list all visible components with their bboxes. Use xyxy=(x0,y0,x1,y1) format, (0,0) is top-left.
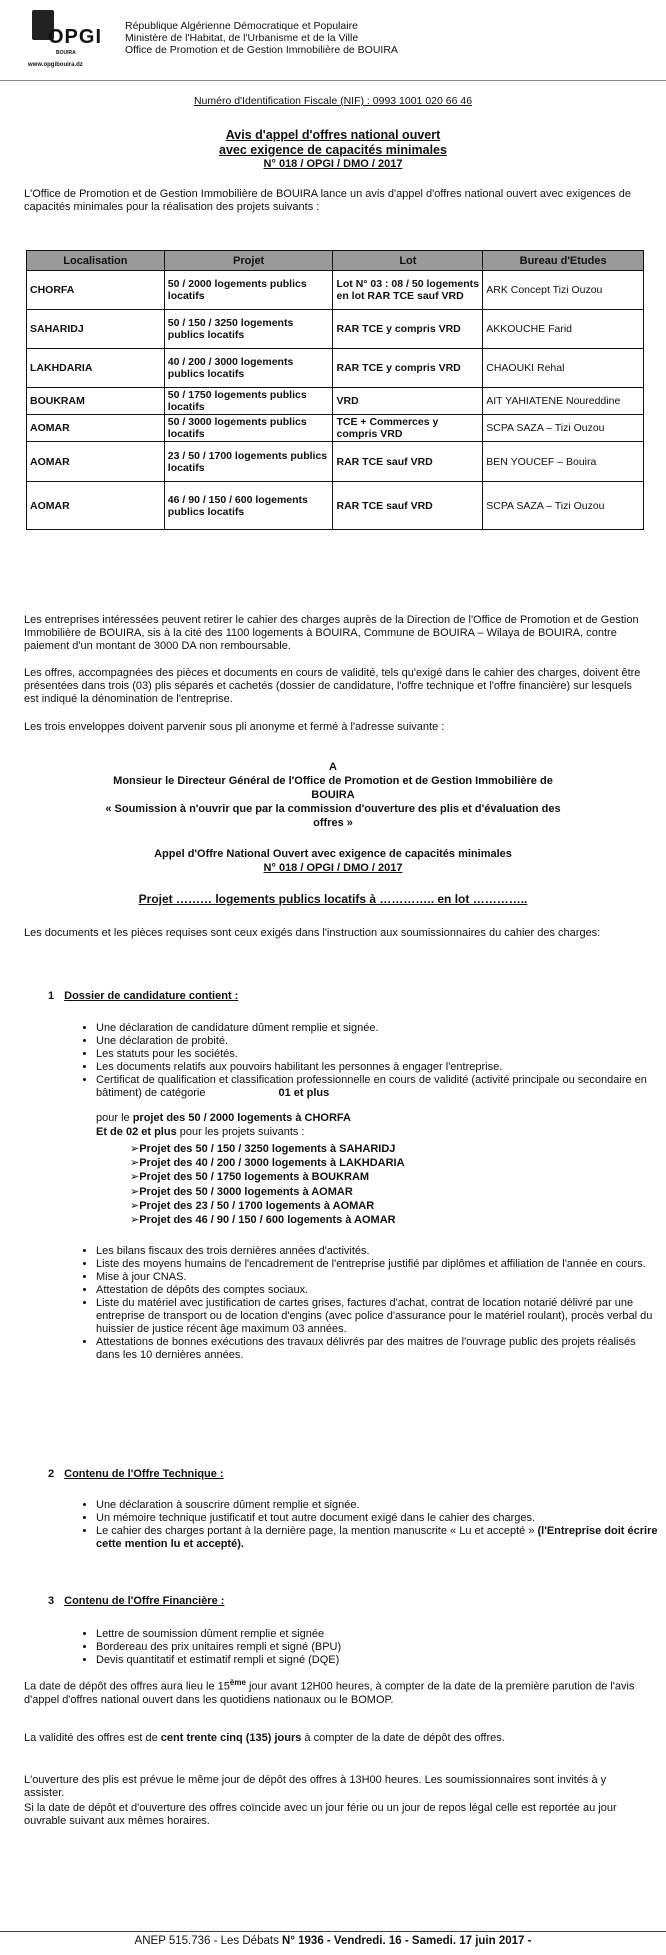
projects-arrow-list xyxy=(130,1142,405,1227)
list-item: • Liste du matériel avec justification de cartes grises, factures d'achat, contrat de location notarié délivré par une entreprise de transport ou de location d'engins (avec police d'assurance pour le matériel roulant), procès verbal du huissier de justice récent âge maximum 03 années. xyxy=(96,1297,661,1336)
section-2-label: Contenu de l'Offre Technique : xyxy=(64,1468,224,1480)
cell-lot: RAR TCE sauf VRD xyxy=(333,442,483,482)
logo-text: OPGI xyxy=(48,26,103,48)
depot-pre: La date de dépôt des offres aura lieu le 15 xyxy=(24,1680,230,1693)
et-rest: pour les projets suivants : xyxy=(176,1126,305,1138)
lu-accepte-pre: Le cahier des charges portant à la dernière page, la mention manuscrite « Lu et accepté » xyxy=(96,1525,538,1537)
appel-line-2: N° 018 / OPGI / DMO / 2017 xyxy=(263,862,403,874)
title-line-3: N° 018 / OPGI / DMO / 2017 xyxy=(263,158,403,170)
table-row xyxy=(27,349,644,388)
cell-localisation: BOUKRAM xyxy=(27,388,165,415)
cell-bureau: ARK Concept Tizi Ouzou xyxy=(483,271,644,310)
table-row xyxy=(27,271,644,310)
validite-post: à compter de la date de dépôt des offres. xyxy=(301,1732,505,1744)
section-1-label: Dossier de candidature contient : xyxy=(64,990,239,1002)
logo-url: www.opgibouira.dz xyxy=(28,62,83,68)
projects-table xyxy=(26,250,644,530)
categorie-value: 01 et plus xyxy=(278,1087,330,1099)
address-line-2: BOUIRA xyxy=(311,789,355,801)
offres-paragraph: Les offres, accompagnées des pièces et documents en cours de validité, tels qu'exigé dans le cahier des charges, doivent être présentées dans trois (03) plis séparés et cachetés (dossier de candidature, l'offre technique et l'offre financière) sur lesquels est indiqué la dénomination de l'entreprise. xyxy=(24,667,641,705)
footer-anep: ANEP 515.736 - Les Débats xyxy=(134,1935,279,1947)
cell-projet: 50 / 150 / 3250 logements publics locatifs xyxy=(164,310,333,349)
col-header-lot: Lot xyxy=(333,251,483,271)
cell-localisation: LAKHDARIA xyxy=(27,349,165,388)
section-1-heading xyxy=(48,990,238,1002)
list-item: • Un mémoire technique justificatif et tout autre document exigé dans le cahier des charges. xyxy=(96,1512,661,1525)
nif-text: Numéro d'Identification Fiscale (NIF) : 0993 1001 020 66 46 xyxy=(193,95,473,107)
et-bold: Et de 02 et plus xyxy=(96,1126,177,1138)
pour-line xyxy=(96,1112,351,1125)
list-item: • Lettre de soumission dûment remplie et signée xyxy=(96,1628,661,1641)
cell-localisation: SAHARIDJ xyxy=(27,310,165,349)
list-item: • Devis quantitatif et estimatif rempli et signé (DQE) xyxy=(96,1654,661,1667)
projet-line-wrap xyxy=(0,893,666,906)
list-item: • Attestations de bonnes exécutions des travaux délivrés par des maitres de l'ouvrage public des projets réalisés dans les 10 dernières années. xyxy=(96,1336,661,1362)
col-header-localisation: Localisation xyxy=(27,251,165,271)
section-3-label: Contenu de l'Offre Financière : xyxy=(64,1595,225,1607)
cell-lot: VRD xyxy=(333,388,483,415)
section-1-list-2 xyxy=(78,1245,661,1362)
list-item: • Mise à jour CNAS. xyxy=(96,1271,661,1284)
title-line-1: Avis d'appel d'offres national ouvert xyxy=(225,128,441,142)
docs-paragraph: Les documents et les pièces requises sont ceux exigés dans l'instruction aux soumissionnaires du cahier des charges: xyxy=(24,927,601,939)
list-item xyxy=(96,1525,661,1551)
appel-line-2-wrap xyxy=(0,862,666,875)
title-line-2: avec exigence de capacités minimales xyxy=(219,143,447,157)
list-item xyxy=(96,1074,661,1100)
table-header-row xyxy=(27,251,644,271)
pour-pre: pour le xyxy=(96,1112,133,1124)
list-item: ➢ Projet des 50 / 150 / 3250 logements à SAHARIDJ xyxy=(130,1142,405,1156)
appel-line-1: Appel d'Offre National Ouvert avec exigence de capacités minimales xyxy=(154,848,512,860)
header-lines xyxy=(125,20,398,56)
cell-lot: RAR TCE y compris VRD xyxy=(333,349,483,388)
section-1-number: 1 xyxy=(48,990,55,1002)
address-a: A xyxy=(329,761,337,773)
ferie-paragraph: Si la date de dépôt et d'ouverture des offres coïncide avec un jour férie ou un jour de repos légal celle est reportée au jour ouvrable suivant aux mêmes horaires. xyxy=(24,1802,617,1827)
footer-divider xyxy=(0,1931,666,1932)
list-item: • Les bilans fiscaux des trois dernières années d'activités. xyxy=(96,1245,661,1258)
cell-lot: TCE + Commerces y compris VRD xyxy=(333,415,483,442)
cell-localisation: CHORFA xyxy=(27,271,165,310)
cell-projet: 23 / 50 / 1700 logements publics locatifs xyxy=(164,442,333,482)
cell-projet: 40 / 200 / 3000 logements publics locatifs xyxy=(164,349,333,388)
depot-paragraph xyxy=(24,1676,648,1707)
list-item: ➢ Projet des 23 / 50 / 1700 logements à AOMAR xyxy=(130,1199,405,1213)
table-row xyxy=(27,388,644,415)
section-3-list xyxy=(78,1628,661,1667)
header-divider xyxy=(0,80,666,81)
address-line-3: « Soumission à n'ouvrir que par la commission d'ouverture des plis et d'évaluation des xyxy=(105,803,561,815)
intro-paragraph: L'Office de Promotion et de Gestion Immobilière de BOUIRA lance un avis d'appel d'offres national ouvert avec exigences de capacités minimales pour la réalisation des projets suivants : xyxy=(24,188,631,213)
lu-accepte-bold: (l'Entreprise doit écrire cette mention lu et accepté). xyxy=(96,1525,658,1550)
list-item: ➢ Projet des 50 / 3000 logements à AOMAR xyxy=(130,1185,405,1199)
projet-line: Projet ……… logements publics locatifs à ………….. en lot ………….. xyxy=(138,892,528,906)
ouverture-paragraph: L'ouverture des plis est prévue le même jour de dépôt des offres à 13H00 heures. Les soumissionnaires sont invités à y assister. xyxy=(24,1774,607,1799)
address-line-4: offres » xyxy=(313,817,353,829)
letterhead xyxy=(18,6,618,78)
notice-title xyxy=(0,128,666,171)
table-row xyxy=(27,310,644,349)
table-row xyxy=(27,442,644,482)
opgi-logo xyxy=(28,6,110,72)
address-line-1: Monsieur le Directeur Général de l'Office de Promotion et de Gestion Immobilière de xyxy=(113,775,553,787)
table-row xyxy=(27,482,644,530)
cell-projet: 50 / 3000 logements publics locatifs xyxy=(164,415,333,442)
col-header-bureau: Bureau d'Etudes xyxy=(483,251,644,271)
section-3-number: 3 xyxy=(48,1595,55,1607)
depot-post: jour avant 12H00 heures, à compter de la date de la première parution de l'avis d'appel d'offres national ouvert dans les quotidiens nationaux ou le BOMOP. xyxy=(24,1680,635,1706)
list-item: ➢ Projet des 50 / 1750 logements à BOUKRAM xyxy=(130,1170,405,1184)
cell-bureau: AIT YAHIATENE Noureddine xyxy=(483,388,644,415)
cell-localisation: AOMAR xyxy=(27,482,165,530)
et-line xyxy=(96,1126,305,1139)
validite-paragraph xyxy=(24,1732,648,1745)
list-item: • Une déclaration à souscrire dûment remplie et signée. xyxy=(96,1499,661,1512)
section-3-heading xyxy=(48,1595,224,1607)
cell-bureau: CHAOUKI Rehal xyxy=(483,349,644,388)
list-item: • Une déclaration de probité. xyxy=(96,1035,661,1048)
list-item: • Une déclaration de candidature dûment remplie et signée. xyxy=(96,1022,661,1035)
cell-lot: RAR TCE y compris VRD xyxy=(333,310,483,349)
col-header-projet: Projet xyxy=(164,251,333,271)
section-2-heading xyxy=(48,1468,224,1480)
cell-bureau: SCPA SAZA – Tizi Ouzou xyxy=(483,415,644,442)
cell-localisation: AOMAR xyxy=(27,442,165,482)
cell-projet: 46 / 90 / 150 / 600 logements publics locatifs xyxy=(164,482,333,530)
section-2-list xyxy=(78,1499,661,1551)
list-item: ➢ Projet des 46 / 90 / 150 / 600 logements à AOMAR xyxy=(130,1213,405,1227)
cell-localisation: AOMAR xyxy=(27,415,165,442)
footer xyxy=(0,1935,666,1947)
header-line-3: Office de Promotion et de Gestion Immobilière de BOUIRA xyxy=(125,44,398,56)
list-item: • Les documents relatifs aux pouvoirs habilitant les personnes à engager l'entreprise. xyxy=(96,1061,661,1074)
cell-bureau: SCPA SAZA – Tizi Ouzou xyxy=(483,482,644,530)
logo-sub: BOUIRA xyxy=(56,50,76,56)
validite-bold: cent trente cinq (135) jours xyxy=(160,1732,302,1744)
header-line-1: République Algérienne Démocratique et Populaire xyxy=(125,20,358,32)
cell-lot: Lot N° 03 : 08 / 50 logements en lot RAR TCE sauf VRD xyxy=(333,271,483,310)
cell-projet: 50 / 1750 logements publics locatifs xyxy=(164,388,333,415)
list-item: ➢ Projet des 40 / 200 / 3000 logements à LAKHDARIA xyxy=(130,1156,405,1170)
table-row xyxy=(27,415,644,442)
section-2-number: 2 xyxy=(48,1468,55,1480)
section-1-list xyxy=(78,1022,661,1100)
list-item: • Les statuts pour les sociétés. xyxy=(96,1048,661,1061)
cell-lot: RAR TCE sauf VRD xyxy=(333,482,483,530)
retrait-paragraph: Les entreprises intéressées peuvent retirer le cahier des charges auprès de la Direction de l'Office de Promotion et de Gestion Immobilière de BOUIRA, sis à la cité des 1100 logements à BOUIRA, Commune de BOUIRA – Wilaya de BOUIRA, contre paiement d'un montant de 3000 DA non remboursable. xyxy=(24,614,639,652)
certificat-text: Certificat de qualification et classification professionnelle en cours de validité (activité principale ou secondaire en bâtiment) de catégorie xyxy=(96,1074,647,1099)
cell-bureau: BEN YOUCEF – Bouira xyxy=(483,442,644,482)
cell-projet: 50 / 2000 logements publics locatifs xyxy=(164,271,333,310)
list-item: • Attestation de dépôts des comptes sociaux. xyxy=(96,1284,661,1297)
header-line-2: Ministère de l'Habitat, de l'Urbanisme et de la Ville xyxy=(125,32,359,44)
footer-issue: N° 1936 - Vendredi. 16 - Samedi. 17 juin 2017 - xyxy=(282,1935,532,1947)
list-item: • Bordereau des prix unitaires rempli et signé (BPU) xyxy=(96,1641,661,1654)
validite-pre: La validité des offres est de xyxy=(24,1732,161,1744)
list-item: • Liste des moyens humains de l'encadrement de l'entreprise justifié par diplômes et affiliation de l'année en cours. xyxy=(96,1258,661,1271)
enveloppes-paragraph: Les trois enveloppes doivent parvenir sous pli anonyme et fermé à l'adresse suivante : xyxy=(24,721,445,733)
nif-line xyxy=(0,95,666,107)
pour-bold: projet des 50 / 2000 logements à CHORFA xyxy=(132,1112,351,1124)
cell-bureau: AKKOUCHE Farid xyxy=(483,310,644,349)
depot-sup: ème xyxy=(229,1678,246,1687)
